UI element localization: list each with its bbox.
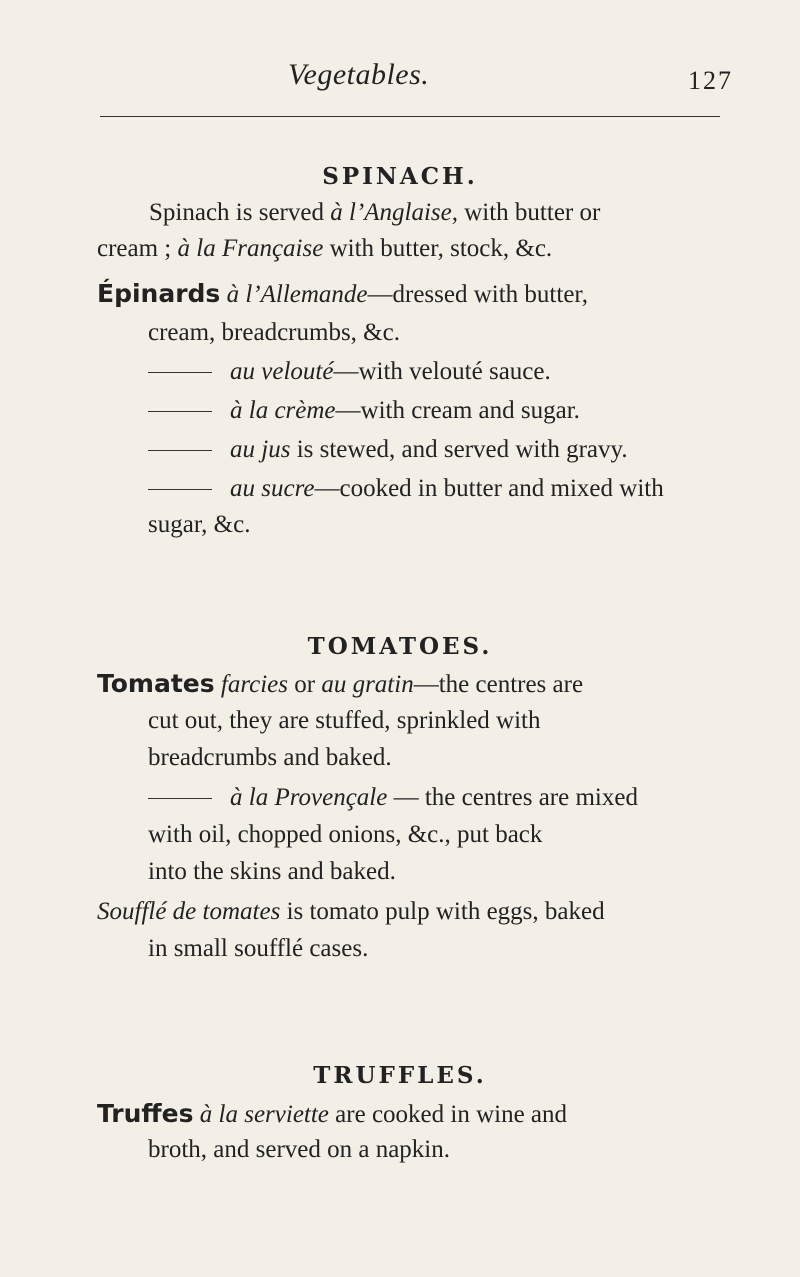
italic-term: à la Française — [177, 235, 324, 262]
header-rule — [100, 116, 720, 117]
text-span: is tomato pulp with eggs, baked — [280, 898, 605, 925]
section-heading-truffles: TRUFFLES. — [313, 1062, 487, 1089]
italic-term: Soufflé de tomates — [97, 898, 281, 925]
text-line — [149, 198, 600, 228]
section-heading-tomatoes: TOMATOES. — [307, 633, 493, 660]
text-span: — the centres are mixed — [387, 784, 638, 811]
text-line — [97, 897, 605, 927]
text-span: cream ; — [97, 235, 178, 262]
entry-line — [97, 279, 588, 310]
text-span: with butter, stock, &c. — [323, 235, 553, 262]
text-line — [148, 820, 542, 850]
text-line — [148, 857, 396, 887]
italic-term: au velouté — [230, 358, 334, 385]
text-span: with butter or — [457, 199, 601, 226]
sub-entry-line — [148, 435, 628, 465]
text-line — [148, 706, 541, 736]
section-heading-spinach: SPINACH. — [322, 163, 478, 190]
italic-term: à l’Anglaise, — [330, 199, 458, 226]
text-span: cream, breadcrumbs, &c. — [148, 319, 400, 346]
text-span: —dressed with butter, — [367, 281, 588, 308]
italic-term: à la crème — [230, 397, 336, 424]
ditto-dash — [148, 450, 212, 451]
italic-term: à la serviette — [193, 1101, 329, 1128]
italic-term: à la Provençale — [230, 784, 388, 811]
italic-term: au gratin — [321, 671, 414, 698]
sub-entry-line — [148, 474, 664, 504]
entry-title: Truffes — [97, 1099, 194, 1128]
ditto-dash — [148, 489, 212, 490]
text-span: with oil, chopped onions, &c., put back — [148, 821, 543, 848]
sub-entry-line — [148, 357, 551, 387]
italic-term: farcies — [214, 671, 288, 698]
italic-term: à l’Allemande — [220, 281, 368, 308]
text-line — [148, 743, 392, 773]
sub-entry-line — [148, 783, 638, 813]
entry-line — [97, 669, 583, 700]
text-span: —cooked in butter and mixed with — [314, 475, 664, 502]
running-head — [0, 58, 800, 108]
entry-title: Épinards — [97, 279, 221, 308]
italic-term: au sucre — [230, 475, 315, 502]
text-span: —with velouté sauce. — [333, 358, 551, 385]
text-span: are cooked in wine and — [328, 1101, 568, 1128]
text-span: into the skins and baked. — [148, 858, 396, 885]
ditto-dash — [148, 411, 212, 412]
page-number: 127 — [688, 66, 733, 95]
text-span: is stewed, and served with gravy. — [290, 436, 628, 463]
text-span: cut out, they are stuffed, sprinkled with — [148, 707, 541, 734]
ditto-dash — [148, 372, 212, 373]
text-span: sugar, &c. — [148, 511, 251, 538]
text-line — [97, 234, 552, 264]
text-span: broth, and served on a napkin. — [148, 1136, 451, 1163]
sub-entry-line — [148, 396, 580, 426]
text-span: —with cream and sugar. — [335, 397, 580, 424]
italic-term: au jus — [230, 436, 291, 463]
text-line — [148, 934, 368, 964]
running-title: Vegetables. — [288, 58, 430, 91]
text-span: breadcrumbs and baked. — [148, 744, 392, 771]
entry-title: Tomates — [97, 669, 215, 698]
text-line — [148, 1135, 450, 1165]
text-span: —the centres are — [413, 671, 584, 698]
text-span: or — [288, 671, 322, 698]
entry-line — [97, 1099, 567, 1130]
text-span: Spinach is served — [149, 199, 331, 226]
text-span: in small soufflé cases. — [148, 935, 369, 962]
text-line — [148, 510, 250, 540]
text-line — [148, 318, 400, 348]
ditto-dash — [148, 798, 212, 799]
